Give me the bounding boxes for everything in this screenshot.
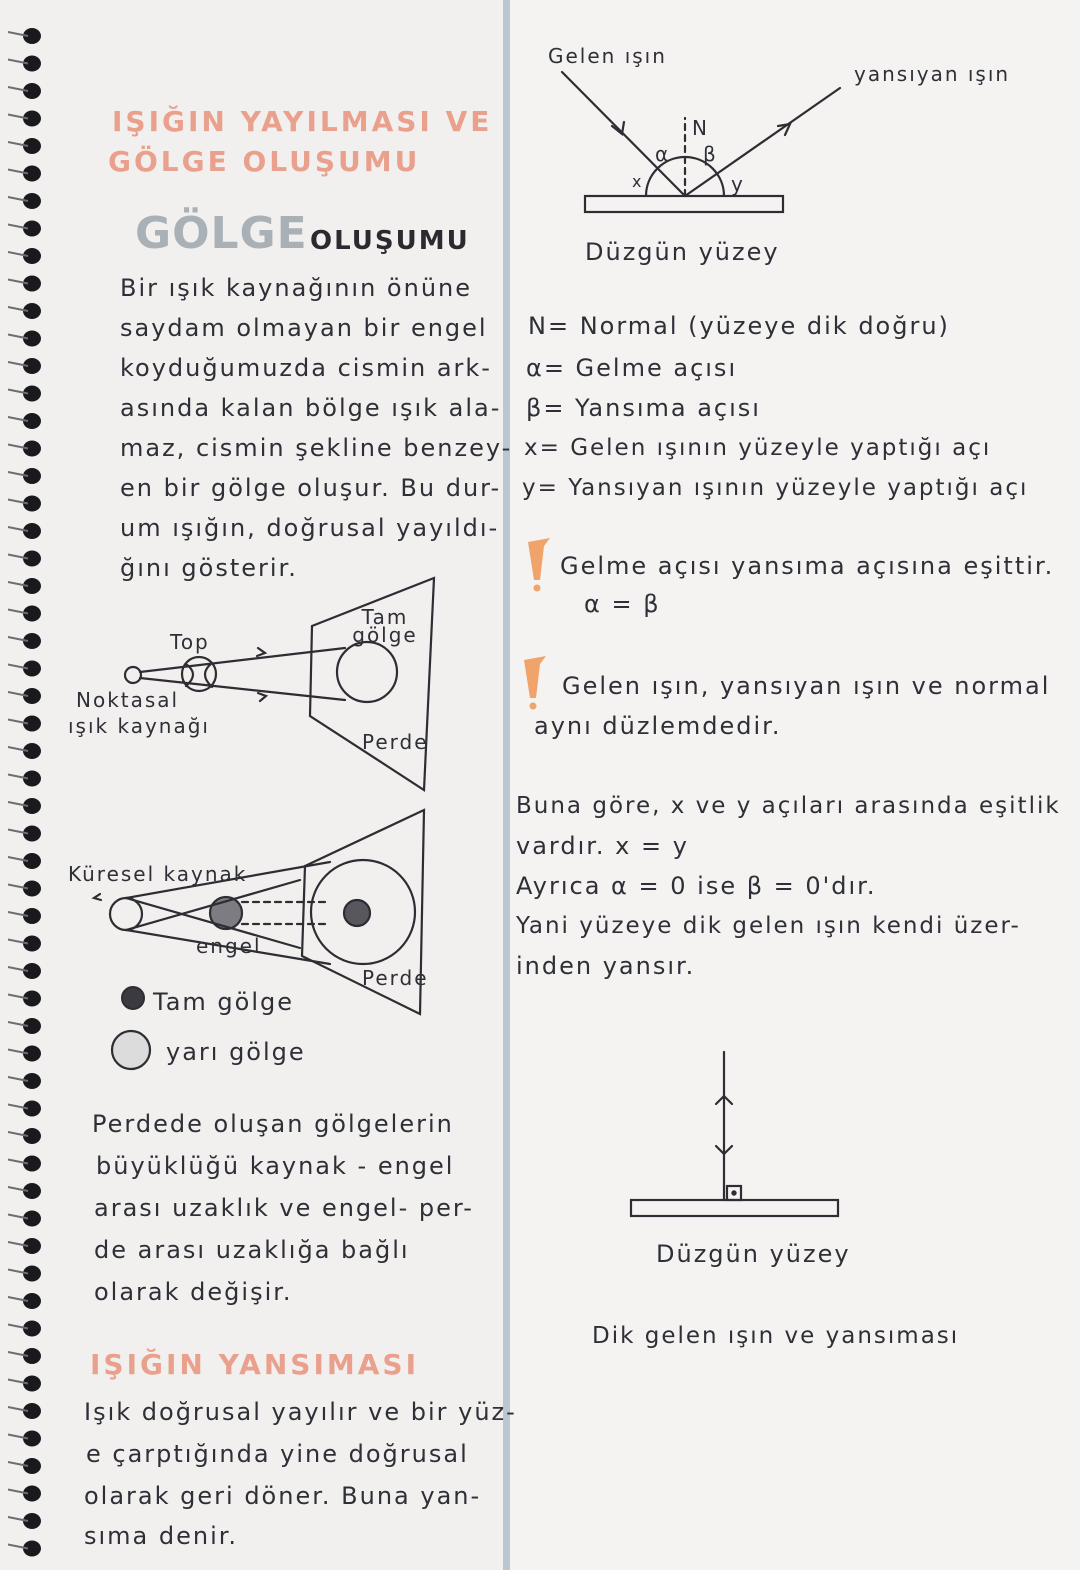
page-title-line1: IŞIĞIN YAYILMASI VE	[112, 105, 493, 138]
paragraph-line: Işık doğrusal yayılır ve bir yüz-	[84, 1398, 517, 1426]
paragraph-line: en bir gölge oluşur. Bu dur-	[120, 474, 502, 502]
surface-label-2: Düzgün yüzey	[656, 1240, 851, 1268]
definition-item: β= Yansıma açısı	[526, 394, 761, 422]
definition-item: N= Normal (yüzeye dik doğru)	[528, 312, 950, 340]
paragraph-line: ğını gösterir.	[120, 554, 298, 582]
y-angle-label: y	[731, 172, 745, 196]
paragraph-line: Bir ışık kaynağının önüne	[120, 274, 473, 302]
screen-label-2: Perde	[362, 966, 429, 990]
normal-label: N	[692, 116, 709, 140]
paragraph-line: koyduğumuzda cismin ark-	[120, 354, 492, 382]
note-same-plane-line2: aynı düzlemdedir.	[534, 712, 782, 740]
paragraph-line: maz, cismin şekline benzey-	[120, 434, 513, 462]
section-title-gray: GÖLGE	[135, 208, 308, 259]
definition-item: x= Gelen ışının yüzeyle yaptığı açı	[524, 435, 992, 461]
paragraph-line: Perdede oluşan gölgelerin	[92, 1110, 454, 1138]
incoming-ray-label: Gelen ışın	[548, 44, 667, 68]
paragraph-line: büyüklüğü kaynak - engel	[96, 1152, 455, 1180]
screen-label: Perde	[362, 730, 429, 754]
spherical-source-label: Küresel kaynak	[68, 862, 248, 886]
paragraph-line: olarak geri döner. Buna yan-	[84, 1482, 482, 1510]
legend-half-shadow: yarı gölge	[166, 1038, 306, 1066]
x-angle-label: x	[632, 172, 644, 191]
definition-item: y= Yansıyan ışının yüzeyle yaptığı açı	[522, 475, 1029, 501]
paragraph-line: Ayrıca α = 0 ise β = 0'dır.	[516, 872, 877, 900]
note-equal-angles: Gelme açısı yansıma açısına eşittir.	[560, 552, 1055, 580]
beta-label: β	[703, 142, 718, 166]
paragraph-line: inden yansır.	[516, 952, 696, 980]
paragraph-line: arası uzaklık ve engel- per-	[94, 1194, 474, 1222]
paragraph-line: saydam olmayan bir engel	[120, 314, 488, 342]
obstacle-label: engel	[196, 934, 262, 958]
definition-item: α= Gelme açısı	[526, 354, 738, 382]
note-equal-angles-formula: α = β	[584, 590, 661, 618]
paragraph-line: vardır. x = y	[516, 832, 689, 860]
surface-rect	[631, 1200, 838, 1216]
section-title-black: OLUŞUMU	[310, 226, 470, 256]
surface-label: Düzgün yüzey	[585, 238, 780, 266]
paragraph-line: e çarptığında yine doğrusal	[86, 1440, 469, 1468]
perpendicular-caption: Dik gelen ışın ve yansıması	[592, 1323, 960, 1349]
reflected-ray-label: yansıyan ışın	[854, 62, 1011, 86]
alpha-label: α	[655, 142, 671, 166]
paragraph-line: sıma denir.	[84, 1522, 239, 1550]
paragraph-line: Yani yüzeye dik gelen ışın kendi üzer-	[516, 913, 1021, 939]
paragraph-line: Buna göre, x ve y açıları arasında eşitlik	[516, 793, 1061, 819]
reflection-title: IŞIĞIN YANSIMASI	[90, 1348, 419, 1381]
paragraph-line: de arası uzaklığa bağlı	[94, 1236, 410, 1264]
paragraph-line: asında kalan bölge ışık ala-	[120, 394, 502, 422]
source-label-line2: ışık kaynağı	[68, 714, 210, 738]
paragraph-line: olarak değişir.	[94, 1278, 293, 1306]
paragraph-line: um ışığın, doğrusal yayıldı-	[120, 514, 500, 542]
source-label-line1: Noktasal	[76, 688, 180, 712]
page-title-line2: GÖLGE OLUŞUMU	[108, 145, 421, 178]
full-shadow-label: Tam gölge	[352, 605, 418, 647]
legend-full-shadow: Tam gölge	[153, 988, 294, 1016]
ball-label: Top	[170, 630, 210, 654]
note-same-plane-line1: Gelen ışın, yansıyan ışın ve normal	[562, 672, 1051, 700]
